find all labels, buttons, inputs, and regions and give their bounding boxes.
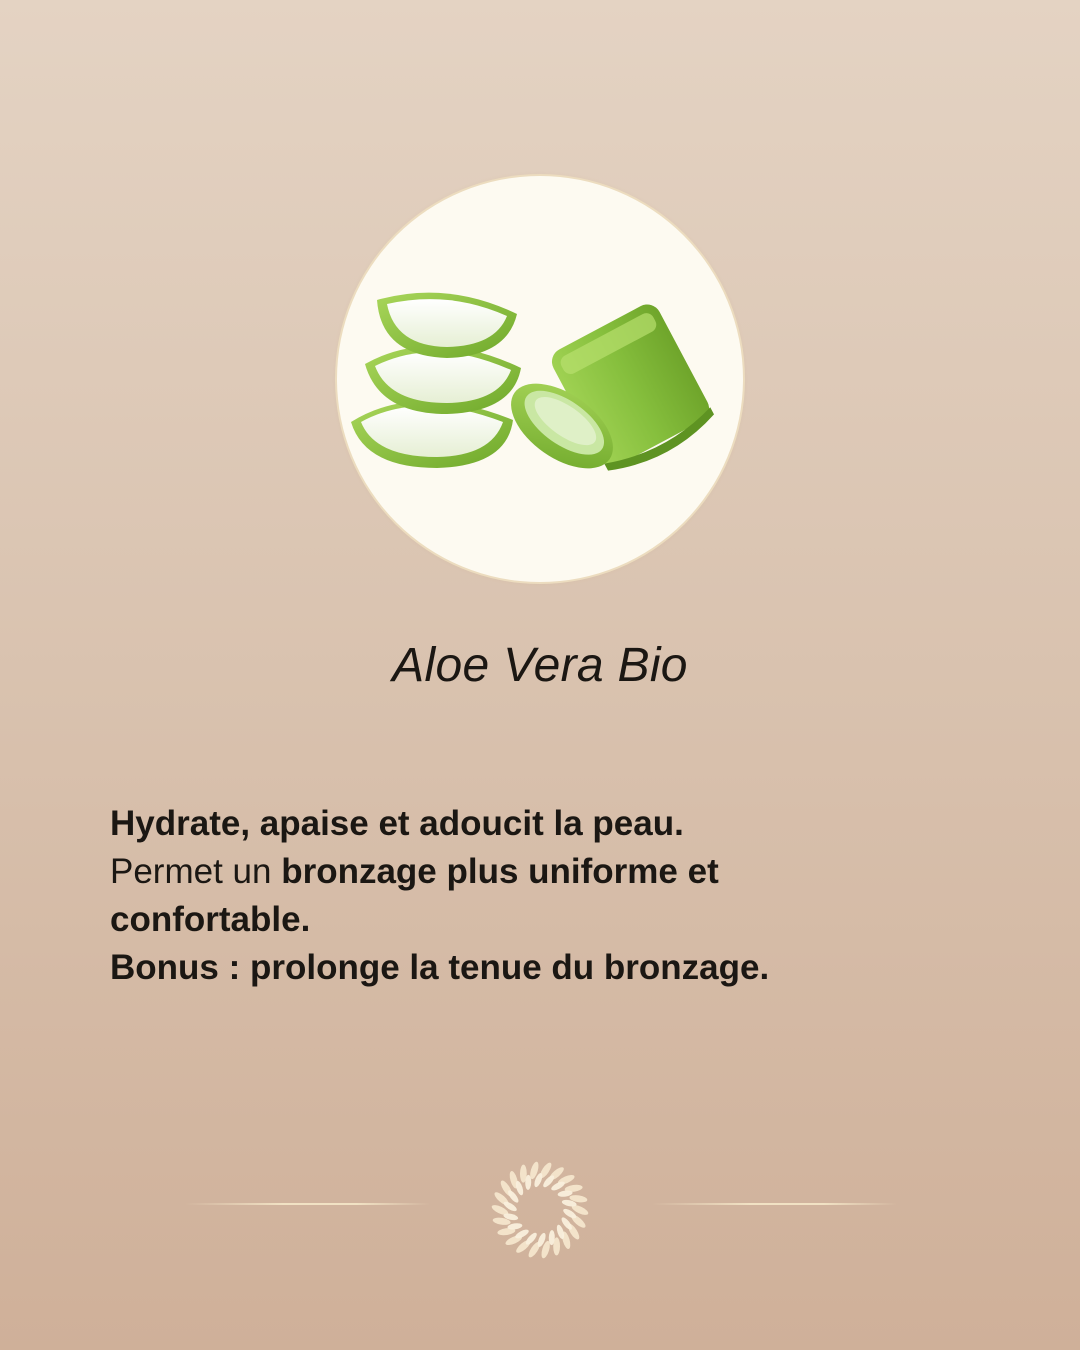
floral-ring-logo-icon [484,1155,596,1265]
description-line-3: confortable. [110,900,311,939]
ingredient-description [110,800,970,992]
footer-divider-right [652,1203,897,1205]
ingredient-title: Aloe Vera Bio [392,639,688,692]
description-line-4: Bonus : prolonge la tenue du bronzage. [110,948,770,987]
description-line-1: Hydrate, apaise et adoucit la peau. [110,804,684,843]
aloe-vera-slices-icon [337,176,743,582]
footer-divider-left [185,1203,430,1205]
ingredient-image-circle [337,176,743,582]
description-line-2-bold: bronzage plus uniforme et [281,852,719,891]
description-line-2 [110,848,970,896]
description-line-2-regular: Permet un [110,852,282,891]
